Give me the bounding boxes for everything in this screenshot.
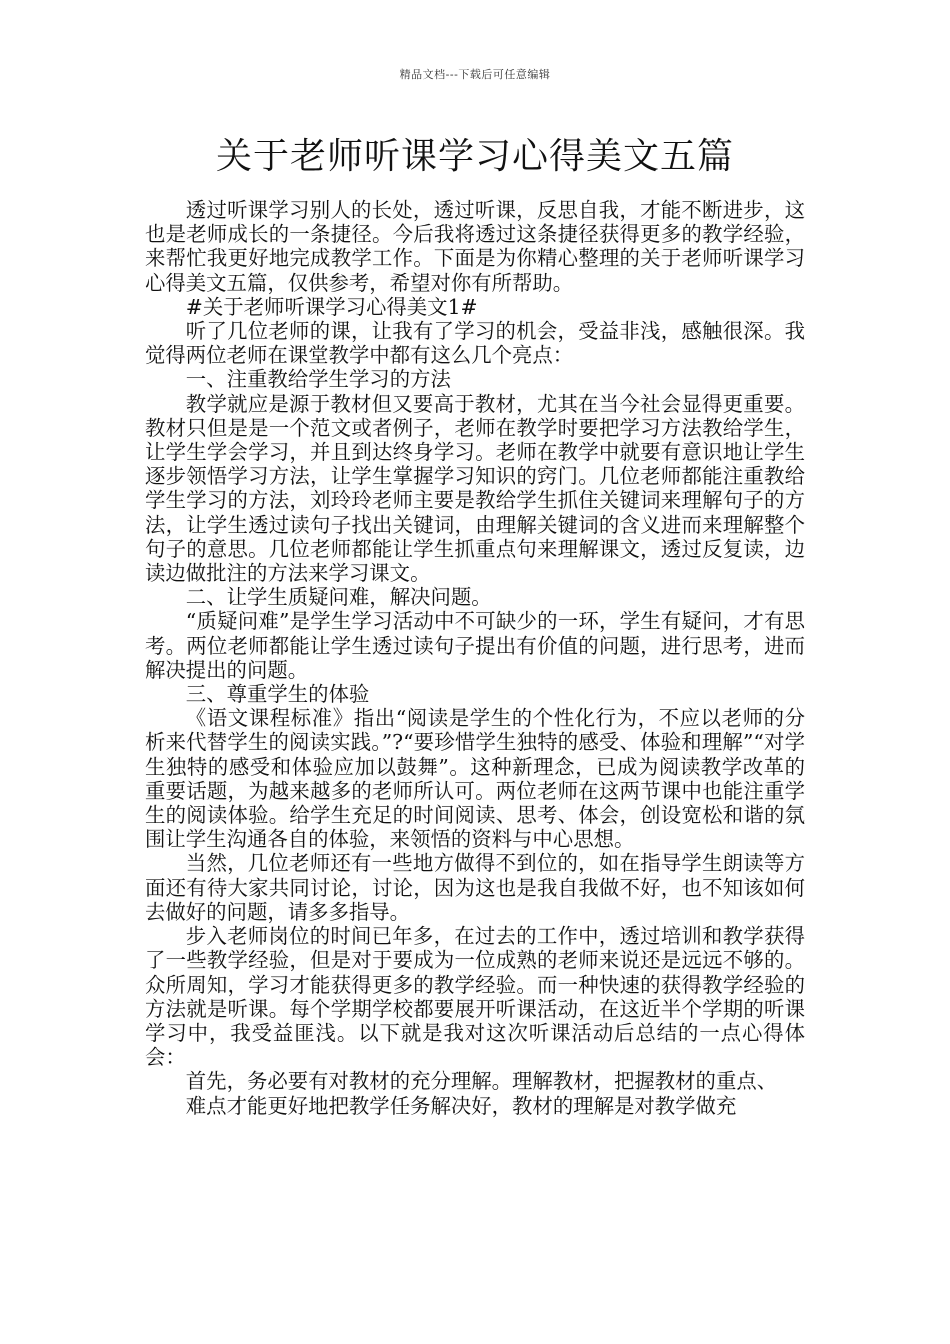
paragraph: 难点才能更好地把教学任务解决好，教材的理解是对教学做充	[185, 1093, 737, 1118]
paragraph: 教学就应是源于教材但又要高于教材，尤其在当今社会显得更重要。教材只但是是一个范文或者例子，老师在教学时要把学习方法教给学生，让学生学会学习，并且到达终身学习。老师在教学中就要有意识地让学生逐步领悟学习方法，让学生掌握学习知识的窍门。几位老师都能注重教给学生学习的方法，刘玲玲老师主要是教给学生抓住关键词来理解句子的方法，让学生透过读句子找出关键词，由理解关键词的含义进而来理解整个句子的意思。几位老师都能让学生抓重点句来理解课文，透过反复读，边读边做批注的方法来学习课文。	[145, 391, 805, 586]
header-note: 精品文档---下载后可任意编辑	[399, 68, 551, 81]
paragraph: 步入老师岗位的时间已年多，在过去的工作中，透过培训和教学获得了一些教学经验，但是对于要成为一位成熟的老师来说还是远远不够的。众所周知，学习才能获得更多的教学经验。而一种快速的获得教学经验的方法就是听课。每个学期学校都要展开听课活动，在这近半个学期的听课学习中，我受益匪浅。以下就是我对这次听课活动后总结的一点心得体会：	[145, 924, 805, 1070]
paragraph: 当然，几位老师还有一些地方做得不到位的，如在指导学生朗读等方面还有待大家共同讨论，讨论，因为这也是我自我做不好，也不知该如何去做好的问题，请多多指导。	[145, 851, 805, 924]
section-heading: #关于老师听课学习心得美文1#	[185, 294, 478, 319]
paragraph: “质疑问难”是学生学习活动中不可缺少的一环，学生有疑问，才有思考。两位老师都能让学生透过读句子提出有价值的问题，进行思考，进而解决提出的问题。	[145, 609, 805, 682]
paragraph: 听了几位老师的课，让我有了学习的机会，受益非浅，感触很深。我觉得两位老师在课堂教学中都有这么几个亮点：	[145, 319, 805, 368]
paragraph: 《语文课程标准》指出“阅读是学生的个性化行为，不应以老师的分析来代替学生的阅读实践。”?“要珍惜学生独特的感受、体验和理解”“对学生独特的感受和体验应加以鼓舞”。这种新理念，已成为阅读教学改革的重要话题，为越来越多的老师所认可。两位老师在这两节课中也能注重学生的阅读体验。给学生充足的时间阅读、思考、体会，创设宽松和谐的氛围让学生沟通各自的体验，来领悟的资料与中心思想。	[145, 706, 805, 852]
section-heading: 一、注重教给学生学习的方法	[185, 367, 451, 392]
section-heading: 三、尊重学生的体验	[185, 682, 370, 707]
document-title: 关于老师听课学习心得美文五篇	[215, 136, 734, 177]
section-heading: 二、让学生质疑问难，解决问题。	[185, 585, 492, 610]
document-body	[145, 198, 805, 1118]
paragraph: 首先，务必要有对教材的充分理解。理解教材，把握教材的重点、	[185, 1069, 778, 1094]
paragraph: 透过听课学习别人的长处，透过听课，反思自我，才能不断进步，这也是老师成长的一条捷径。今后我将透过这条捷径获得更多的教学经验，来帮忙我更好地完成教学工作。下面是为你精心整理的关于老师听课学习心得美文五篇，仅供参考，希望对你有所帮助。	[145, 198, 805, 295]
